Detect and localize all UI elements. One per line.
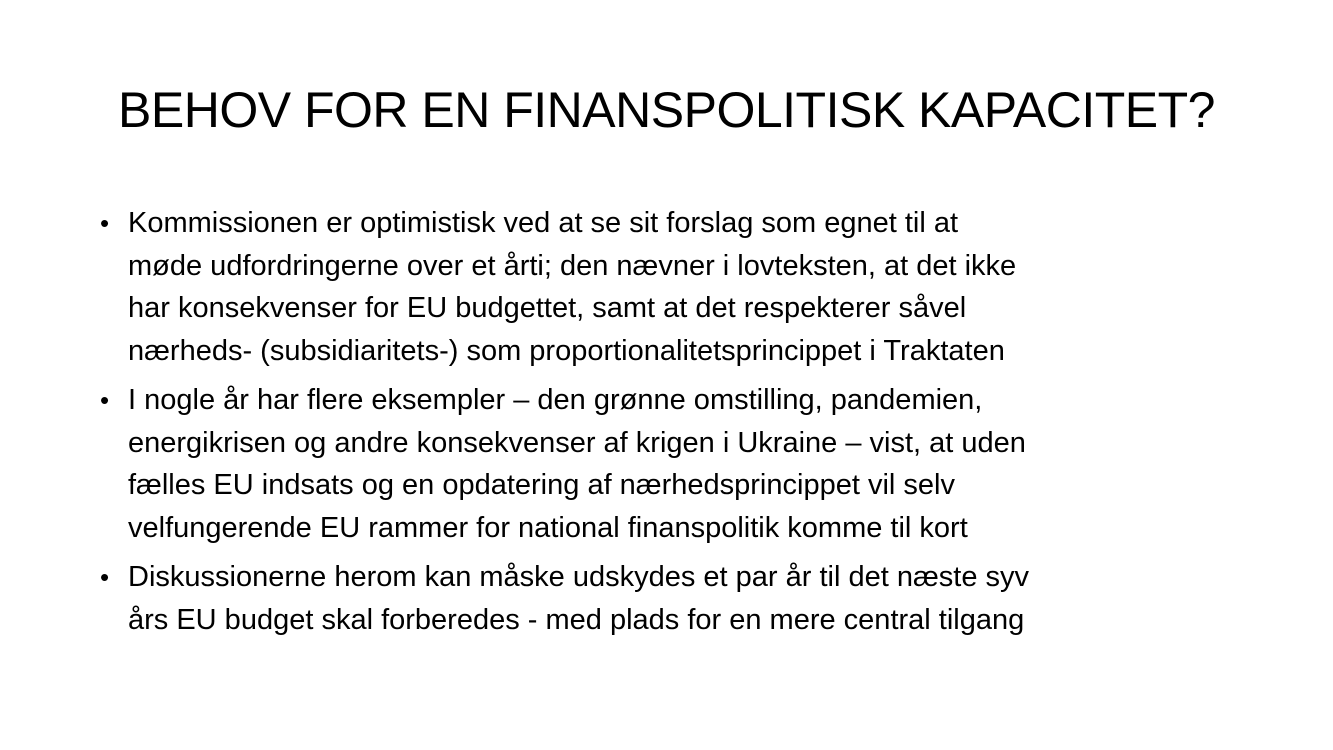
bullet-line: Kommissionen er optimistisk ved at se sit forslag som egnet til at [128,207,959,239]
bullet-line: I nogle år har flere eksempler – den grønne omstilling, pandemien, [128,384,983,416]
bullet-line: har konsekvenser for EU budgettet, samt at det respekterer såvel [128,292,967,324]
bullet-dot-icon: • [100,385,110,415]
bullet-item-3 [98,556,1278,641]
bullet-line: fælles EU indsats og en opdatering af nærhedsprincippet vil selv [128,469,955,501]
bullet-line: velfungerende EU rammer for national finanspolitik komme til kort [128,511,968,544]
bullet-dot-icon: • [100,208,110,238]
bullet-line: nærheds- (subsidiaritets-) som proportionalitetsprincippet i Traktaten [128,334,1005,367]
bullet-line: energikrisen og andre konsekvenser af krigen i Ukraine – vist, at uden [128,426,1026,459]
bullet-list [98,202,1278,648]
bullet-line: års EU budget skal forberedes - med plads for en mere central tilgang [128,603,1025,636]
bullet-item-2 [98,379,1278,549]
slide-title: BEHOV FOR EN FINANSPOLITISK KAPACITET? [118,82,1215,138]
bullet-dot-icon: • [100,562,110,592]
bullet-line: Diskussionerne herom kan måske udskydes et par år til det næste syv [128,561,1030,593]
bullet-line: møde udfordringerne over et årti; den nævner i lovteksten, at det ikke [128,249,1017,282]
bullet-item-1 [98,202,1278,372]
